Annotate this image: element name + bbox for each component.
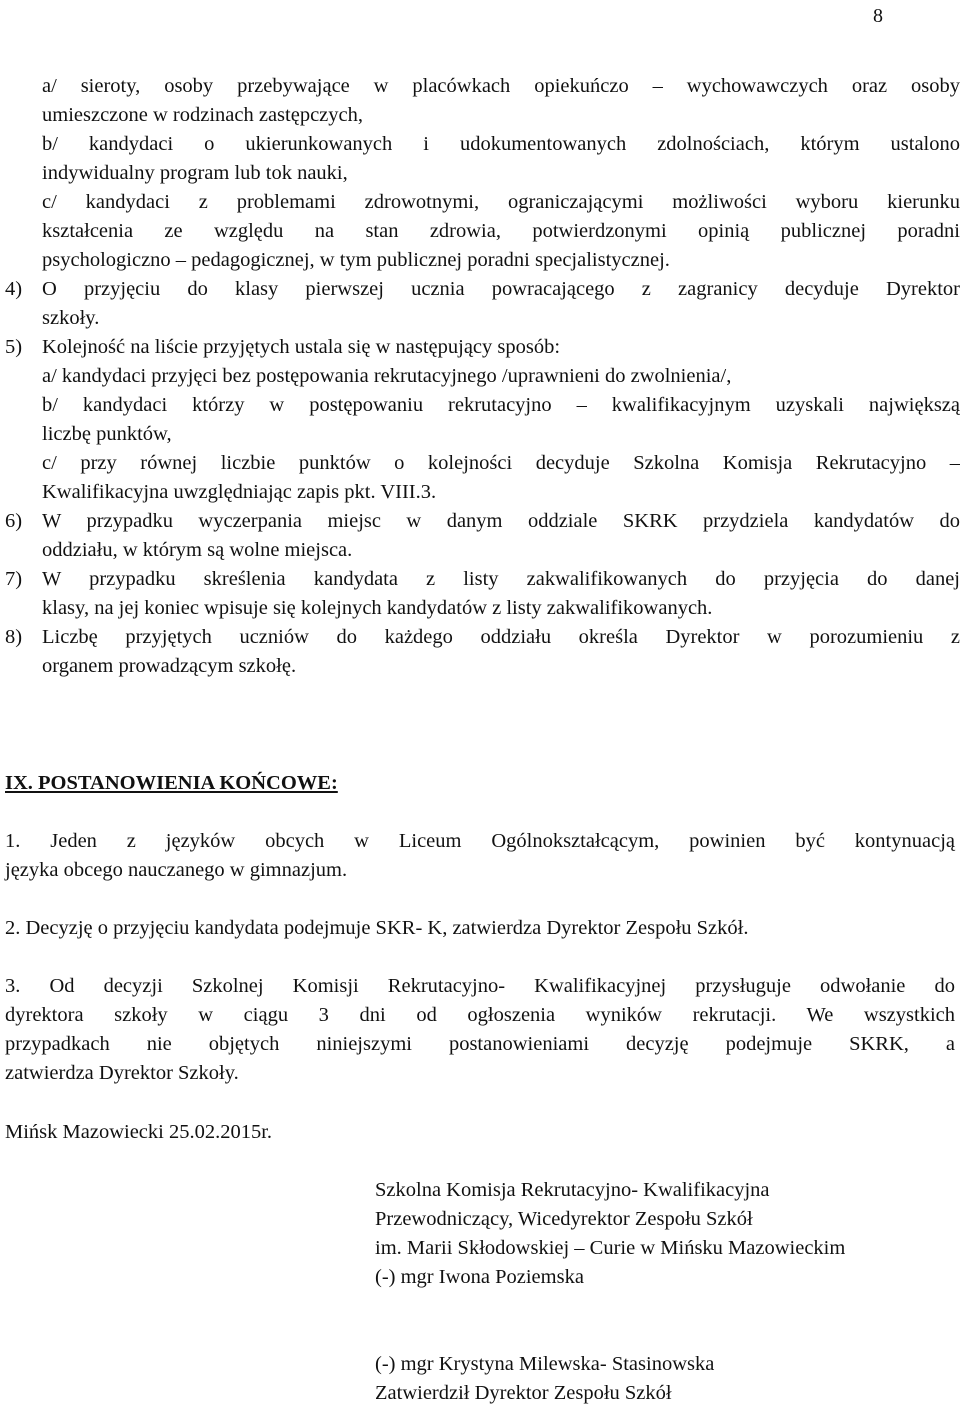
item-8-line2: organem prowadzącym szkołę. bbox=[42, 655, 297, 677]
item-number: 7) bbox=[5, 568, 23, 590]
item-7-line2: klasy, na jej koniec wpisuje się kolejnych kandydatów z listy zakwalifikowanych. bbox=[42, 597, 713, 619]
paragraph-1-line2: języka obcego nauczanego w gimnazjum. bbox=[5, 859, 348, 881]
item-4-line2: szkoły. bbox=[42, 307, 100, 329]
signature-commission bbox=[375, 1176, 845, 1292]
item-6-line1: W przypadku wyczerpania miejsc w danym oddziale SKRK przydziela kandydatów do bbox=[42, 510, 960, 532]
list-item-c-line3: psychologiczno – pedagogicznej, w tym publicznej poradni specjalistycznej. bbox=[42, 249, 670, 271]
item-5-a: a/ kandydaci przyjęci bez postępowania rekrutacyjnego /uprawnieni do zwolnienia/, bbox=[42, 365, 732, 387]
item-number: 5) bbox=[5, 336, 23, 358]
paragraph-3 bbox=[0, 972, 960, 1088]
paragraph-3-line2: dyrektora szkoły w ciągu 3 dni od ogłoszenia wyników rekrutacji. We wszystkich bbox=[5, 1004, 955, 1026]
place-date: Mińsk Mazowiecki 25.02.2015r. bbox=[5, 1121, 273, 1143]
list-item-7 bbox=[0, 565, 960, 623]
signature-line: (-) mgr Krystyna Milewska- Stasinowska bbox=[375, 1353, 715, 1375]
list-item-6 bbox=[0, 507, 960, 565]
signature-line: Zatwierdził Dyrektor Zespołu Szkół bbox=[375, 1382, 672, 1404]
list-item-b-line2: indywidualny program lub tok nauki, bbox=[42, 162, 348, 184]
signature-line: Przewodniczący, Wicedyrektor Zespołu Szkół bbox=[375, 1208, 753, 1230]
signature-line: (-) mgr Iwona Poziemska bbox=[375, 1266, 584, 1288]
list-item-c-line1: c/ kandydaci z problemami zdrowotnymi, ograniczającymi możliwości wyboru kierunku bbox=[42, 191, 960, 213]
list-item-8 bbox=[0, 623, 960, 681]
section-title: IX. POSTANOWIENIA KOŃCOWE: bbox=[5, 772, 338, 794]
item-number: 8) bbox=[5, 626, 23, 648]
item-5-lead: Kolejność na liście przyjętych ustala się w następujący sposób: bbox=[42, 336, 561, 358]
signature-line: Szkolna Komisja Rekrutacyjno- Kwalifikacyjna bbox=[375, 1179, 770, 1201]
item-5-c-line1: c/ przy równej liczbie punktów o kolejności decyduje Szkolna Komisja Rekrutacyjno – bbox=[42, 452, 960, 474]
list-item-a-line2: umieszczone w rodzinach zastępczych, bbox=[42, 104, 364, 126]
item-5-b-line2: liczbę punktów, bbox=[42, 423, 172, 445]
paragraph-3-line4: zatwierdza Dyrektor Szkoły. bbox=[5, 1062, 239, 1084]
list-item-a-line1: a/ sieroty, osoby przebywające w placówkach opiekuńczo – wychowawczych oraz osoby bbox=[42, 75, 960, 97]
list-item-b-line1: b/ kandydaci o ukierunkowanych i udokumentowanych zdolnościach, którym ustalono bbox=[42, 133, 960, 155]
item-4-line1: O przyjęciu do klasy pierwszej ucznia powracającego z zagranicy decyduje Dyrektor bbox=[42, 278, 960, 300]
paragraph-2 bbox=[0, 914, 960, 943]
sub-list-candidates bbox=[0, 72, 960, 275]
item-5-c-line2: Kwalifikacyjna uwzględniając zapis pkt. VIII.3. bbox=[42, 481, 437, 503]
item-number: 4) bbox=[5, 278, 23, 300]
item-8-line1: Liczbę przyjętych uczniów do każdego oddziału określa Dyrektor w porozumieniu z bbox=[42, 626, 960, 648]
page-number: 8 bbox=[873, 5, 883, 27]
signature-line: im. Marii Skłodowskiej – Curie w Mińsku Mazowieckim bbox=[375, 1237, 846, 1259]
item-7-line1: W przypadku skreślenia kandydata z listy zakwalifikowanych do przyjęcia do danej bbox=[42, 568, 960, 590]
paragraph-1 bbox=[0, 827, 960, 885]
paragraph-1-line1: 1. Jeden z języków obcych w Liceum Ogólnokształcącym, powinien być kontynuacją bbox=[5, 830, 955, 852]
item-5-b-line1: b/ kandydaci którzy w postępowaniu rekrutacyjno – kwalifikacyjnym uzyskali największą bbox=[42, 394, 960, 416]
list-item-4 bbox=[0, 275, 960, 333]
list-item-c-line2: kształcenia ze względu na stan zdrowia, potwierdzonymi opinią publicznej poradni bbox=[42, 220, 960, 242]
item-6-line2: oddziału, w którym są wolne miejsca. bbox=[42, 539, 353, 561]
paragraph-3-line1: 3. Od decyzji Szkolnej Komisji Rekrutacyjno- Kwalifikacyjnej przysługuje odwołanie do bbox=[5, 975, 955, 997]
paragraph-3-line3: przypadkach nie objętych niniejszymi postanowieniami decyzję podejmuje SKRK, a bbox=[5, 1033, 955, 1055]
item-number: 6) bbox=[5, 510, 23, 532]
list-item-5 bbox=[0, 333, 960, 507]
paragraph-2-line1: 2. Decyzję o przyjęciu kandydata podejmuje SKR- K, zatwierdza Dyrektor Zespołu Szkół. bbox=[5, 917, 749, 939]
signature-director bbox=[375, 1350, 714, 1408]
